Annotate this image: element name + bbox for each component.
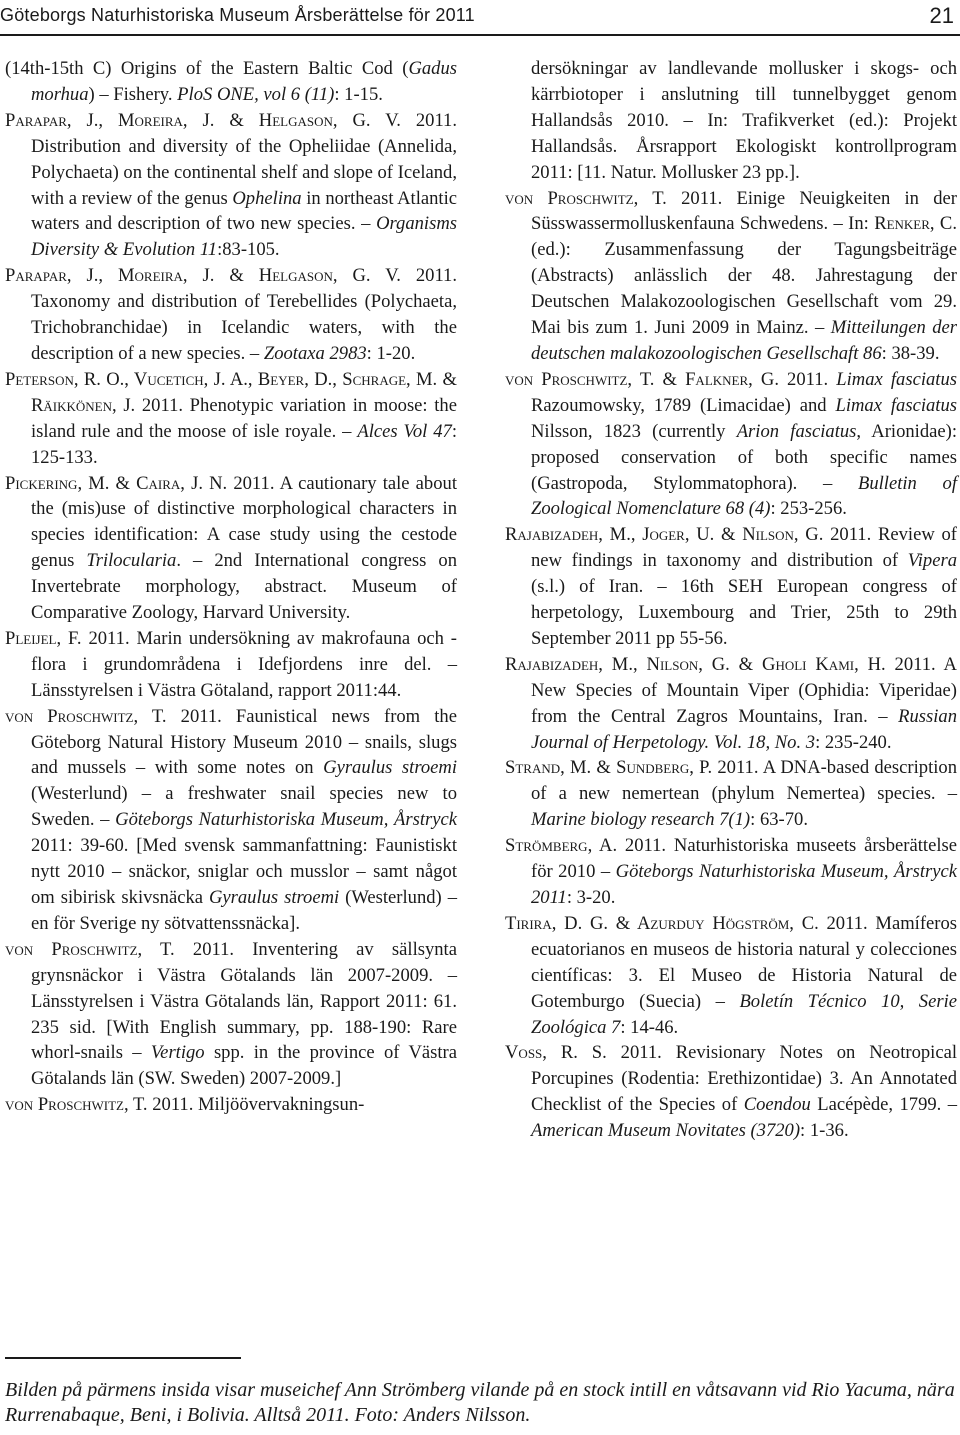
page-number: 21 [929, 3, 954, 28]
reference-entry: Rajabizadeh, M., Nilson, G. & Gholi Kami, H. 2011. A New Species of Mountain Viper (Ophidia: Viperidae) from the Central Zagros Mountains, Iran. – Russian Journal of Herpetology. Vol. 18, No. 3: 235-240. [505, 653, 957, 753]
reference-authors: Voss, R. S. [505, 1042, 607, 1064]
reference-entry: Peterson, R. O., Vucetich, J. A., Beyer, D., Schrage, M. & Räikkönen, J. 2011. Phenotypic variation in moose: the island rule and the moose of isle royale. – Alces Vol 47: 125-133. [5, 368, 457, 468]
reference-authors: von Proschwitz, T. [5, 1094, 148, 1116]
header-rule [0, 34, 960, 36]
reference-continuation: dersökningar av landlevande mollusker i skogs- och kärrbiotoper i anslutning till tunnelbygget genom Hallandsås 2010. – In: Trafikverket (ed.): Projekt Hallandsås. Årsrapport Ekologiskt kontrollprogram 2011: [11. Natur. Mollusker 23 pp.]. [531, 58, 957, 183]
reference-entry: von Proschwitz, T. 2011. Miljöövervakningsun- [5, 1094, 365, 1116]
reference-authors: Parapar, J., Moreira, J. & Helgason, G. V. [5, 109, 401, 131]
reference-entry: Strömberg, A. 2011. Naturhistoriska museets årsberättelse för 2010 – Göteborgs Naturhistoriska Museum, Årstryck 2011: 3-20. [505, 835, 957, 908]
reference-entry: Strand, M. & Sundberg, P. 2011. A DNA-based description of a new nemertean (phylum Nemertea) species. – Marine biology research 7(1): 63-70. [505, 757, 957, 831]
reference-authors: Rajabizadeh, M., Joger, U. & Nilson, G. [505, 524, 824, 546]
reference-authors: Rajabizadeh, M., Nilson, G. & Gholi Kami, H. [505, 653, 886, 675]
reference-authors: von Proschwitz, T. [5, 938, 175, 960]
reference-entry: von Proschwitz, T. 2011. Inventering av sällsynta grynsnäckor i Västra Götalands län 2007-2009. – Länsstyrelsen i Västra Götalands län, Rapport 2011: 61. 235 sid. [With English summary, pp. 188-190: Rare whorl-snails – Vertigo spp. in the province of Västra Götalands län (SW. Sweden) 2007-2009.] [5, 938, 457, 1090]
left-column [5, 56, 457, 1118]
reference-authors: Tirira, D. G. & Azurduy Högström, C. [505, 912, 819, 934]
reference-entry: Pleijel, F. 2011. Marin undersökning av makrofauna och -flora i grundområdena i Idefjordens inre del. – Länsstyrelsen i Västra Götaland, rapport 2011:44. [5, 627, 457, 701]
reference-entry: von Proschwitz, T. 2011. Faunistical news from the Göteborg Natural History Museum 2010 – snails, slugs and mussels – with some notes on Gyraulus stroemi (Westerlund) – a freshwater snail species new to Sweden. – Göteborgs Naturhistoriska Museum, Årstryck 2011: 39-60. [Med svensk sammanfattning: Faunistiskt nytt 2010 – snäckor, sniglar och musslor – samt något om sibirisk skivsnäcka Gyraulus stroemi (Westerlund) – en för Sverige ny sötvattenssnäcka]. [5, 705, 458, 934]
caption-rule [5, 1357, 241, 1359]
reference-authors: von Proschwitz, T. & Falkner, G. [505, 368, 779, 390]
reference-entry: Tirira, D. G. & Azurduy Högström, C. 2011. Mamíferos ecuatorianos en museos de historia natural y colecciones científicas: 3. El Museo de Historia Natural de Gotemburgo (Suecia) – Boletín Técnico 10, Serie Zoológica 7: 14-46. [505, 912, 958, 1038]
reference-authors: von Proschwitz, T. [505, 187, 667, 209]
reference-authors: Pleijel, F. [5, 627, 82, 649]
page-header [0, 0, 960, 34]
reference-entry: von Proschwitz, T. & Falkner, G. 2011. Limax fasciatus Razoumowsky, 1789 (Limacidae) and Limax fasciatus Nilsson, 1823 (currently Arion fasciatus, Arionidae): proposed conservation of both specific names (Gastropoda, Stylommatophora). – Bulletin of Zoological Nomenclature 68 (4): 253-256. [505, 368, 957, 520]
reference-authors: von Proschwitz, T. [5, 705, 167, 727]
cover-photo-caption: Bilden på pärmens insida visar museichef Ann Strömberg vilande på en stock intill en våtsavann vid Rio Yacuma, nära Rurrenabaque, Beni, i Bolivia. Alltså 2011. Foto: Anders Nilsson. [5, 1379, 955, 1426]
reference-entry: Rajabizadeh, M., Joger, U. & Nilson, G. 2011. Review of new findings in taxonomy and distribution of Vipera (s.l.) of Iran. – 16th SEH European congress of herpetology, Luxembourg and Trier, 25th to 29th September 2011 pp 55-56. [505, 524, 957, 649]
reference-entry: Parapar, J., Moreira, J. & Helgason, G. V. 2011. Distribution and diversity of the Opheliidae (Annelida, Polychaeta) on the continental shelf and slope of Iceland, with a review of the genus Ophelina in northeast Atlantic waters and description of two new species. – Organisms Diversity & Evolution 11:83-105. [5, 109, 458, 261]
reference-entry: Pickering, M. & Caira, J. N. 2011. A cautionary tale about the (mis)use of distinctive morphological characters in species identification: A case study using the cestode genus Trilocularia. – 2nd International congress on Invertebrate morphology, abstract. Museum of Comparative Zoology, Harvard University. [5, 472, 457, 624]
running-title: Göteborgs Naturhistoriska Museum Årsberättelse för 2011 [0, 5, 475, 25]
reference-entry: Voss, R. S. 2011. Revisionary Notes on Neotropical Porcupines (Rodentia: Erethizontidae) 3. An Annotated Checklist of the Species of Coendou Lacépède, 1799. – American Museum Novitates (3720): 1-36. [505, 1042, 957, 1142]
reference-authors: Strömberg, A. [505, 835, 618, 857]
reference-authors: Peterson, R. O., Vucetich, J. A., Beyer, D., Schrage, M. & Räikkönen, J. [5, 368, 457, 416]
reference-authors: Parapar, J., Moreira, J. & Helgason, G. V. [5, 265, 401, 287]
reference-entry: Parapar, J., Moreira, J. & Helgason, G. V. 2011. Taxonomy and distribution of Terebellides (Polychaeta, Trichobranchidae) in Icelandic waters, with the description of a new species. – Zootaxa 2983: 1-20. [5, 265, 457, 364]
reference-authors: Pickering, M. & Caira, J. N. [5, 472, 228, 494]
right-column [505, 56, 957, 1144]
reference-authors: Strand, M. & Sundberg, P. [505, 757, 713, 779]
reference-entry: von Proschwitz, T. 2011. Einige Neuigkeiten in der Süsswassermolluskenfauna Schwedens. – In: Renker, C. (ed.): Zusammenfassung der Tagungsbeiträge (Abstracts) anlässlich der 48. Jahrestagung der Deutschen Malakozoologischen Gesellschaft vom 29. Mai bis zum 1. Juni 2009 in Mainz. – Mitteilungen der deutschen malakozoologischen Gesellschaft 86: 38-39. [505, 187, 958, 364]
reference-entry: (14th-15th C) Origins of the Eastern Baltic Cod (Gadus morhua) – Fishery. PloS ONE, vol 6 (11): 1-15. [5, 58, 457, 105]
